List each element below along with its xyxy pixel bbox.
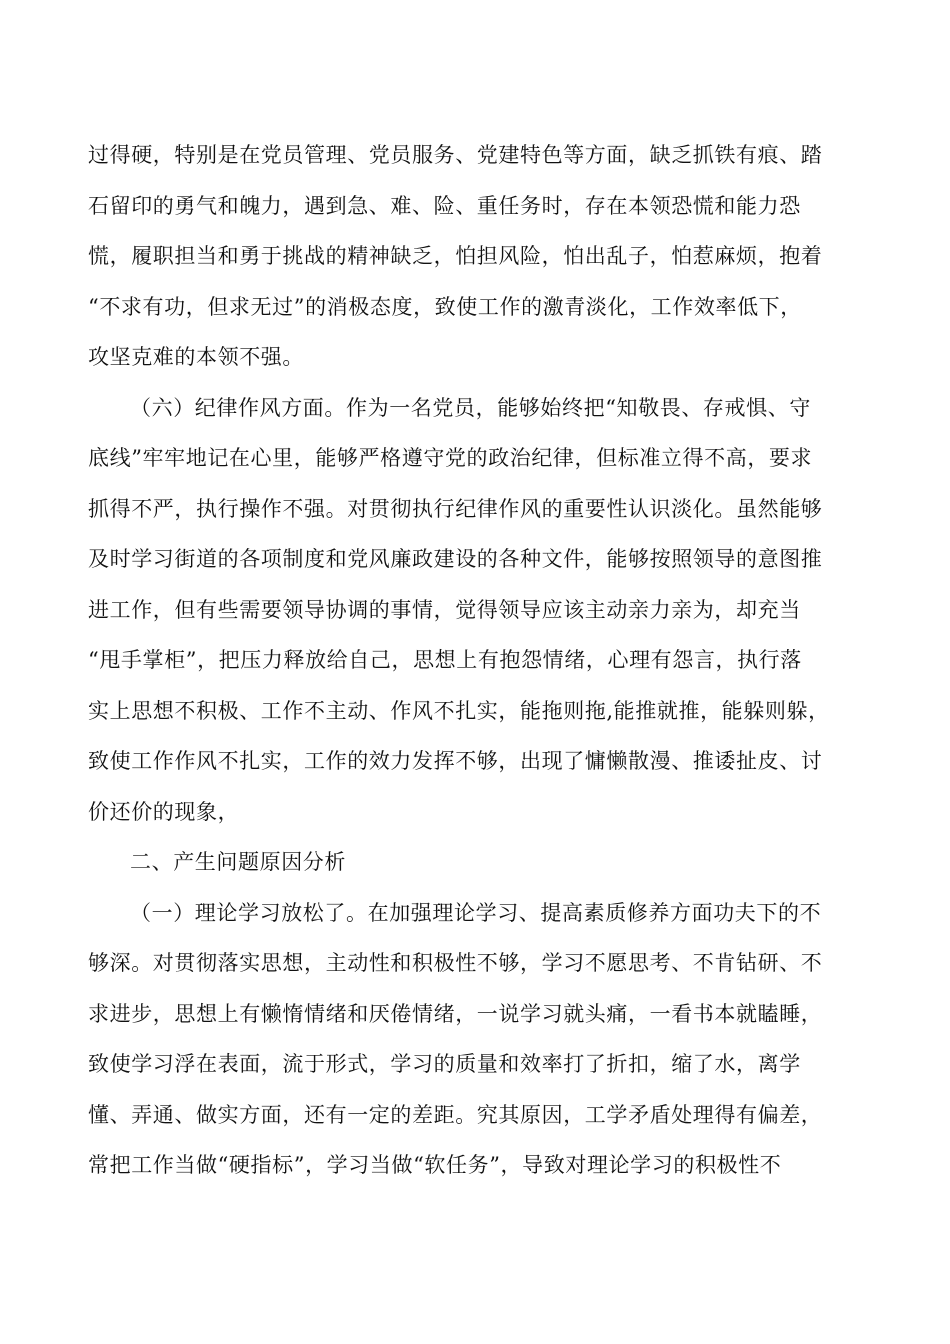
text-line: 价还价的现象，: [88, 799, 240, 824]
text-line: （一）理论学习放松了。在加强理论学习、提高素质修养方面功夫下的不: [130, 900, 822, 925]
text-line: 石留印的勇气和魄力，遇到急、难、险、重任务时，存在本领恐慌和能力恐: [88, 193, 801, 218]
text-line: 进工作，但有些需要领导协调的事情，觉得领导应该主动亲力亲为，却充当: [88, 597, 801, 622]
text-line: （六）纪律作风方面。作为一名党员，能够始终把“知敬畏、存戒惧、守: [130, 395, 811, 420]
text-line: “不求有功，但求无过”的消极态度，致使工作的激青淡化，工作效率低下，: [88, 294, 802, 319]
document-body: [88, 130, 864, 1191]
text-line: 底线”牢牢地记在心里，能够严格遵守党的政治纪律，但标准立得不高，要求: [88, 446, 813, 470]
text-line: “甩手掌柜”，把压力释放给自己，思想上有抱怨情绪，心理有怨言，执行落: [88, 648, 802, 672]
text-line: 过得硬，特别是在党员管理、党员服务、党建特色等方面，缺乏抓铁有痕、踏: [88, 143, 823, 167]
text-line: 实上思想不积极、工作不主动、作风不扎实，能拖则拖,能推就推，能躲则躲，: [88, 698, 830, 723]
text-line: 致使学习浮在表面，流于形式，学习的质量和效率打了折扣，缩了水，离学: [88, 1052, 801, 1076]
text-line: 攻坚克难的本领不强。: [88, 345, 304, 369]
section-heading: 二、产生问题原因分析: [130, 850, 346, 874]
text-line: 懂、弄通、做实方面，还有一定的差距。究其原因，工学矛盾处理得有偏差，: [88, 1102, 823, 1127]
text-line: 慌，履职担当和勇于挑战的精神缺乏，怕担风险，怕出乱子，怕惹麻烦，抱着: [88, 244, 823, 268]
text-line: 常把工作当做“硬指标”，学习当做“软任务”，导致对理论学习的积极性不: [88, 1153, 782, 1177]
text-line: 致使工作作风不扎实，工作的效力发挥不够，出现了慵懒散漫、推诿扯皮、讨: [88, 749, 823, 773]
text-line: 够深。对贯彻落实思想，主动性和积极性不够，学习不愿思考、不肯钻研、不: [88, 951, 823, 975]
text-line: 及时学习街道的各项制度和党风廉政建设的各种文件，能够按照领导的意图推: [88, 547, 823, 571]
text-line: 抓得不严，执行操作不强。对贯彻执行纪律作风的重要性认识淡化。虽然能够: [88, 496, 823, 521]
text-line: 求进步，思想上有懒惰情绪和厌倦情绪，一说学习就头痛，一看书本就瞌睡，: [88, 1001, 823, 1026]
